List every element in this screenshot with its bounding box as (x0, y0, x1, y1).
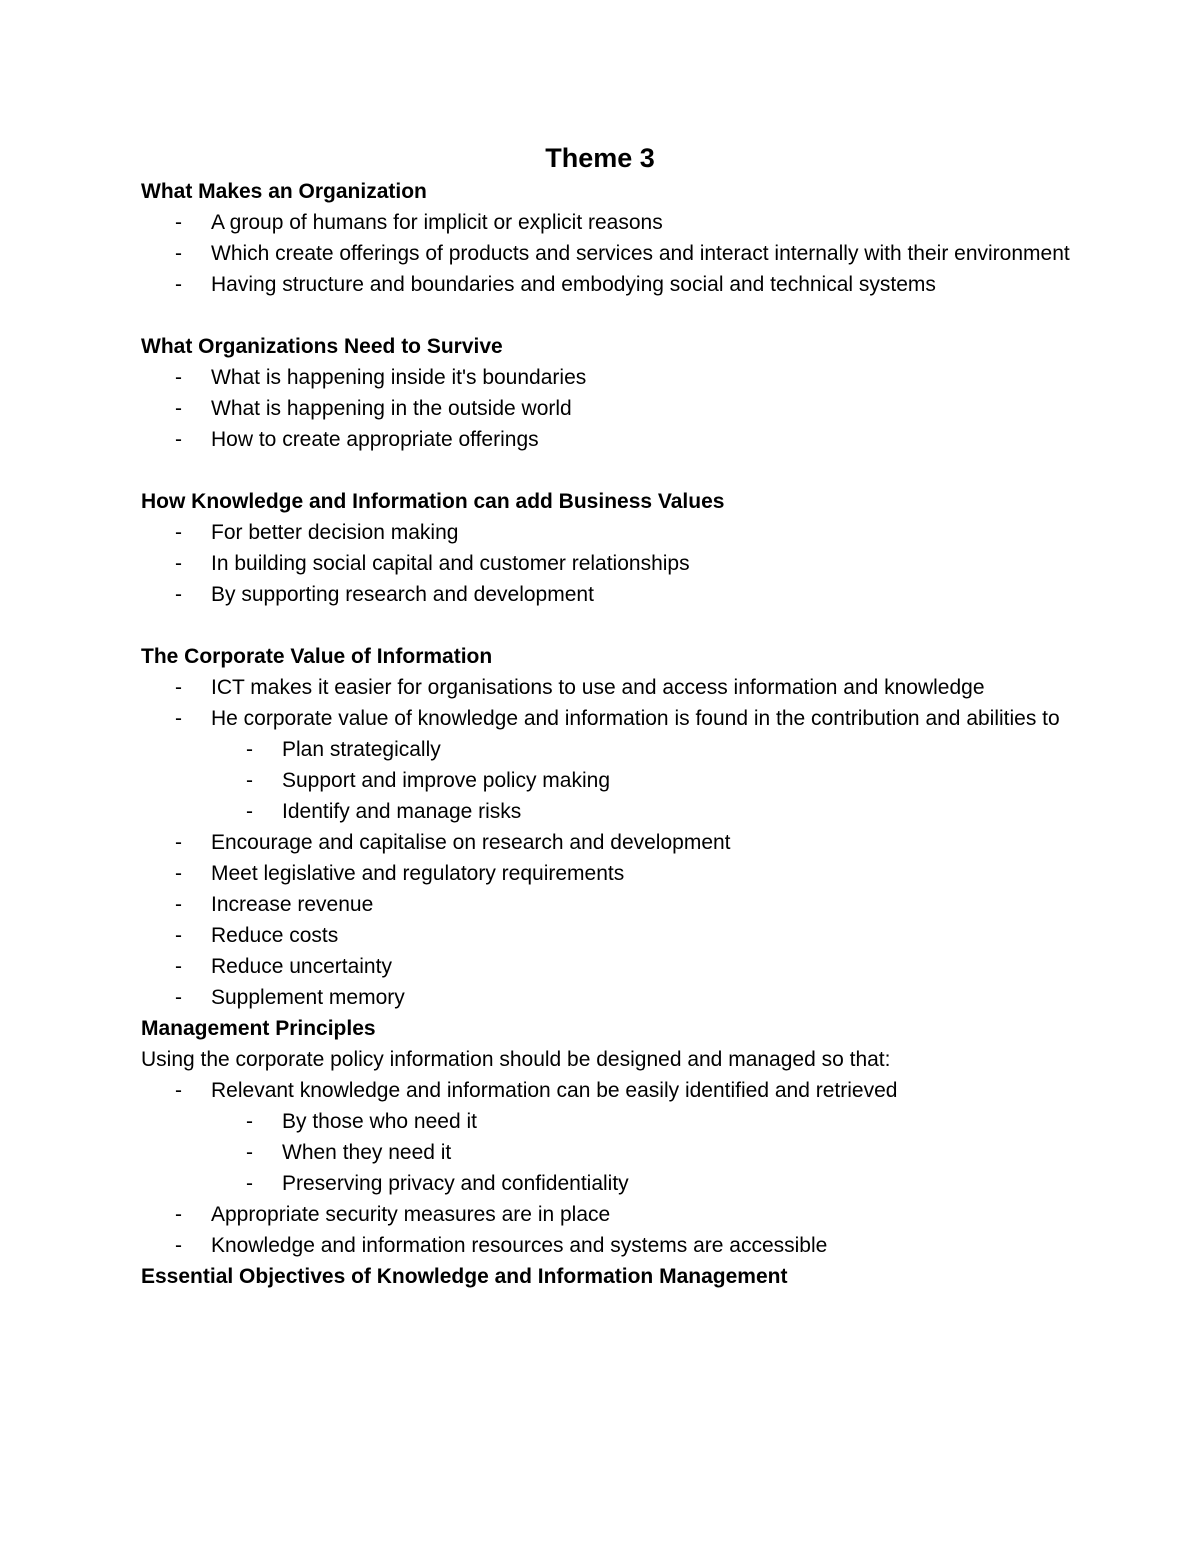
list-item (141, 548, 1100, 579)
section-heading-what-organizations-need-to-survive: What Organizations Need to Survive (141, 335, 503, 358)
bullet-dash: - (175, 211, 182, 234)
list-item-text: Increase revenue (211, 893, 374, 916)
list-item (141, 1075, 1100, 1106)
bullet-dash: - (175, 273, 182, 296)
bullet-dash: - (175, 366, 182, 389)
list-item-text: For better decision making (211, 521, 459, 544)
sub-list-item-text: Plan strategically (282, 738, 441, 761)
list-item (141, 672, 1100, 703)
bullet-dash: - (175, 397, 182, 420)
list-item-text: Appropriate security measures are in place (211, 1203, 611, 1226)
list-item-text: A group of humans for implicit or explicit reasons (211, 211, 663, 234)
section-heading-essential-objectives: Essential Objectives of Knowledge and Information Management (141, 1265, 788, 1288)
bullet-dash: - (175, 552, 182, 575)
section-heading-management-principles: Management Principles (141, 1017, 376, 1040)
bullet-dash: - (246, 1110, 253, 1133)
bullet-dash: - (175, 924, 182, 947)
bullet-dash: - (175, 955, 182, 978)
list-item-text: Which create offerings of products and services and interact internally with their environment (211, 242, 1070, 265)
bullet-dash: - (175, 862, 182, 885)
list-item-text: What is happening inside it's boundaries (211, 366, 587, 389)
sub-list-item-text: When they need it (282, 1141, 452, 1164)
section-heading-corporate-value-of-information: The Corporate Value of Information (141, 645, 493, 668)
list-item (141, 362, 1100, 393)
bullet-dash: - (175, 428, 182, 451)
list-item-text: ICT makes it easier for organisations to use and access information and knowledge (211, 676, 985, 699)
list-item-text: Reduce costs (211, 924, 339, 947)
list-item-text: He corporate value of knowledge and information is found in the contribution and abilities to (211, 707, 1060, 730)
list-item-text: Supplement memory (211, 986, 405, 1009)
spacer (141, 300, 1100, 331)
list-item (141, 920, 1100, 951)
bullet-dash: - (175, 831, 182, 854)
bullet-dash: - (246, 769, 253, 792)
sub-list-item (141, 765, 1100, 796)
sub-list-item-text: By those who need it (282, 1110, 477, 1133)
document-title: Theme 3 (545, 143, 655, 173)
spacer (141, 455, 1100, 486)
list-item (141, 889, 1100, 920)
list-item (141, 858, 1100, 889)
bullet-dash: - (175, 707, 182, 730)
list-item (141, 269, 1100, 300)
list-item (141, 951, 1100, 982)
bullet-list (141, 1075, 1100, 1106)
bullet-list (141, 672, 1100, 734)
section-intro-text: Using the corporate policy information should be designed and managed so that: (141, 1048, 891, 1071)
list-item (141, 703, 1100, 734)
bullet-list (141, 827, 1100, 1013)
list-item (141, 424, 1100, 455)
bullet-dash: - (175, 583, 182, 606)
bullet-list (141, 207, 1100, 300)
bullet-dash: - (175, 1079, 182, 1102)
bullet-list (141, 517, 1100, 610)
sub-list-item (141, 796, 1100, 827)
list-item (141, 517, 1100, 548)
section-heading-knowledge-business-values: How Knowledge and Information can add Business Values (141, 490, 725, 513)
list-item-text: By supporting research and development (211, 583, 594, 606)
bullet-dash: - (175, 676, 182, 699)
list-item-text: In building social capital and customer relationships (211, 552, 690, 575)
bullet-dash: - (175, 1203, 182, 1226)
sub-list-item-text: Identify and manage risks (282, 800, 522, 823)
bullet-dash: - (175, 242, 182, 265)
bullet-dash: - (175, 893, 182, 916)
sub-list-item (141, 1106, 1100, 1137)
bullet-list (141, 362, 1100, 455)
sub-list-item (141, 734, 1100, 765)
bullet-dash: - (175, 1234, 182, 1257)
bullet-dash: - (246, 738, 253, 761)
list-item-text: Having structure and boundaries and embodying social and technical systems (211, 273, 936, 296)
list-item (141, 827, 1100, 858)
list-item-text: Encourage and capitalise on research and development (211, 831, 731, 854)
sub-list-item (141, 1168, 1100, 1199)
sub-bullet-list (141, 1106, 1100, 1199)
sub-list-item-text: Preserving privacy and confidentiality (282, 1172, 629, 1195)
list-item (141, 579, 1100, 610)
bullet-dash: - (175, 986, 182, 1009)
list-item (141, 982, 1100, 1013)
bullet-dash: - (246, 1172, 253, 1195)
list-item-text: Meet legislative and regulatory requirements (211, 862, 625, 885)
list-item (141, 1230, 1100, 1261)
sub-bullet-list (141, 734, 1100, 827)
bullet-list (141, 1199, 1100, 1261)
list-item-text: How to create appropriate offerings (211, 428, 539, 451)
sub-list-item (141, 1137, 1100, 1168)
list-item (141, 207, 1100, 238)
sub-list-item-text: Support and improve policy making (282, 769, 611, 792)
list-item-text: Knowledge and information resources and systems are accessible (211, 1234, 828, 1257)
list-item (141, 1199, 1100, 1230)
spacer (141, 610, 1100, 641)
list-item-text: What is happening in the outside world (211, 397, 572, 420)
list-item (141, 238, 1100, 269)
list-item (141, 393, 1100, 424)
bullet-dash: - (175, 521, 182, 544)
bullet-dash: - (246, 800, 253, 823)
bullet-dash: - (246, 1141, 253, 1164)
section-heading-what-makes-an-organization: What Makes an Organization (141, 180, 427, 203)
list-item-text: Reduce uncertainty (211, 955, 392, 978)
list-item-text: Relevant knowledge and information can be easily identified and retrieved (211, 1079, 898, 1102)
